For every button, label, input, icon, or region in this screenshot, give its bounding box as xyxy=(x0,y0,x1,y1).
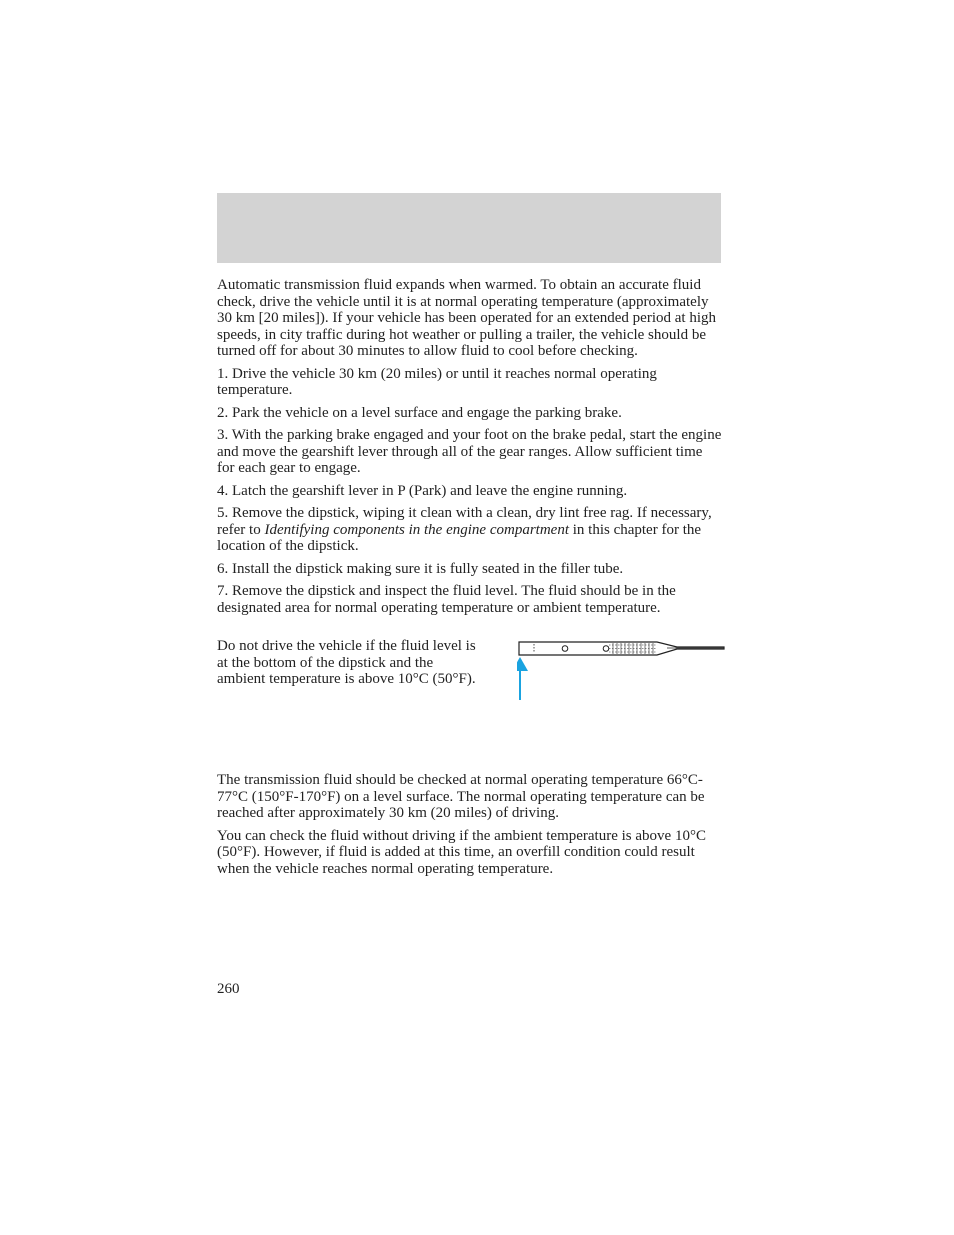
step-5-text-start: 5. Remove the dipstick, wiping it clean with a clean, dry lint free rag. If necessary, refer to xyxy=(217,505,712,538)
step-5-text-end: in this chapter for the location of the dipstick. xyxy=(217,521,702,554)
intro-paragraph: Automatic transmission fluid expands when warmed. To obtain an accurate fluid check, drive the vehicle until it is at normal operating temperature (approximately 30 km [20 miles]). If your vehicle has been operated for an extended period at high speeds, in city traffic during hot weather or pulling a trailer, the vehicle should be turned off for about 30 minutes to allow fluid to cool before checking. xyxy=(217,277,716,359)
page-content xyxy=(217,277,723,883)
step-5-reference: Identifying components in the engine compartment xyxy=(264,521,569,538)
step-6: 6. Install the dipstick making sure it is fully seated in the filler tube. xyxy=(217,560,624,577)
dipstick-illustration xyxy=(517,636,727,708)
step-4: 4. Latch the gearshift lever in P (Park) and leave the engine running. xyxy=(217,482,628,499)
step-5 xyxy=(217,505,723,555)
step-2: 2. Park the vehicle on a level surface and engage the parking brake. xyxy=(217,404,622,421)
normal-temperature-paragraph: The transmission fluid should be checked at normal operating temperature 66°C-77°C (150°F-170°F) on a level surface. The normal operating temperature can be reached after approximately 30 km (20 miles) of driving. xyxy=(217,772,705,821)
step-1: 1. Drive the vehicle 30 km (20 miles) or until it reaches normal operating temperature. xyxy=(217,365,657,398)
warning-text: Do not drive the vehicle if the fluid level is at the bottom of the dipstick and the ambient temperature is above 10°C (50°F). xyxy=(217,638,476,687)
step-7: 7. Remove the dipstick and inspect the fluid level. The fluid should be in the designated area for normal operating temperature or ambient temperature. xyxy=(217,583,676,616)
page-number: 260 xyxy=(217,981,240,997)
step-3: 3. With the parking brake engaged and your foot on the brake pedal, start the engine and move the gearshift lever through all of the gear ranges. Allow sufficient time for each gear to engage. xyxy=(217,427,722,476)
ambient-temperature-paragraph: You can check the fluid without driving if the ambient temperature is above 10°C (50°F). However, if fluid is added at this time, an overfill condition could result when the vehicle reaches normal operating temperature. xyxy=(217,827,706,877)
dipstick-figure-row xyxy=(217,636,723,754)
arrow-head xyxy=(517,657,528,671)
section-header-band xyxy=(217,193,721,263)
